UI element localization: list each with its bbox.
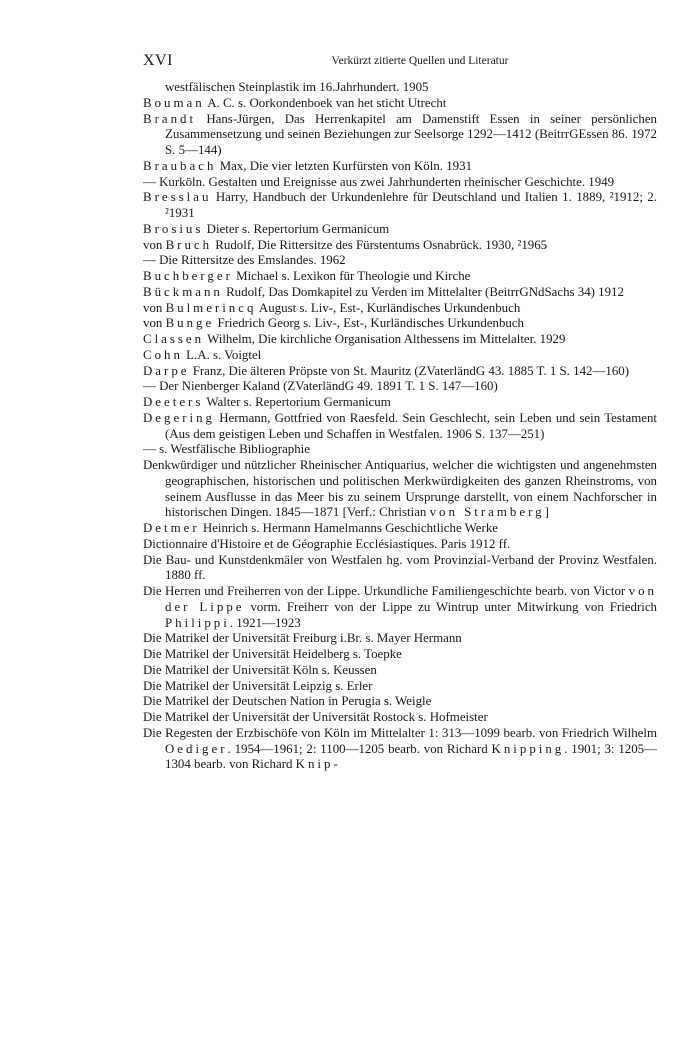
entry-text: — Kurköln. Gestalten und Ereignisse aus zwei Jahrhunderten rheinischer Geschichte. 1949 bbox=[143, 174, 615, 189]
bibliography-entry bbox=[143, 332, 657, 348]
entry-text: vorm. Freiherr von der Lippe zu Wintrup unter Mitwirkung von Friedrich bbox=[244, 599, 657, 614]
bibliography-entry bbox=[143, 364, 657, 380]
entry-text: Rudolf, Das Domkapitel zu Verden im Mittelalter (BeitrrGNdSachs 34) 1912 bbox=[222, 284, 624, 299]
entry-text: Hans-Jürgen, Das Herrenkapitel am Damenstift Essen in seiner persönlichen Zusammensetzung und seinen Beziehungen zur Seelsorge 1292—1412 (BeitrrGEssen 86. 1972 S. 5—144) bbox=[165, 111, 657, 157]
entry-text: . 1901; 3: 1205—1304 bearb. von Richard bbox=[165, 741, 658, 772]
entry-prefix: von bbox=[143, 316, 166, 331]
entry-author: Knip- bbox=[295, 757, 341, 772]
entry-author: Oediger bbox=[165, 741, 228, 756]
entry-author: von der Lippe bbox=[165, 584, 657, 614]
bibliography-entry bbox=[143, 395, 657, 411]
entry-text: — Die Rittersitze des Emslandes. 1962 bbox=[143, 253, 346, 268]
entry-author: Braubach bbox=[143, 158, 217, 173]
entry-text: Heinrich s. Hermann Hamelmanns Geschichtliche Werke bbox=[199, 521, 498, 535]
entry-text: . 1954—1961; 2: 1100—1205 bearb. von Richard bbox=[227, 741, 492, 756]
entry-author: Classen bbox=[143, 332, 205, 346]
page-number: XVI bbox=[143, 52, 173, 69]
entry-author: Knipping bbox=[491, 741, 565, 756]
entry-text: — s. Westfälische Bibliographie bbox=[143, 442, 310, 457]
entry-text: . 1921—1923 bbox=[229, 615, 301, 630]
entry-text: Max, Die vier letzten Kurfürsten von Köln. 1931 bbox=[216, 158, 473, 173]
bibliography-entry bbox=[143, 537, 657, 553]
bibliography-entry bbox=[143, 458, 657, 521]
bibliography-entry bbox=[143, 694, 657, 710]
entry-prefix: von bbox=[143, 300, 166, 315]
entry-author: von Stramberg bbox=[429, 505, 545, 520]
bibliography-entry bbox=[143, 521, 657, 537]
bibliography-entry bbox=[143, 411, 657, 443]
entry-author: Cohn bbox=[143, 347, 183, 362]
entry-text: Die Matrikel der Universität Freiburg i.Br. s. Mayer Hermann bbox=[143, 631, 462, 646]
bibliography-entry bbox=[143, 112, 657, 159]
bibliography-entry bbox=[143, 316, 657, 332]
entry-text: westfälischen Steinplastik im 16.Jahrhundert. 1905 bbox=[165, 80, 429, 94]
bibliography-entry bbox=[143, 379, 657, 395]
bibliography-entry bbox=[143, 222, 657, 238]
bibliography-entry bbox=[143, 584, 657, 631]
bibliography-entry bbox=[143, 238, 657, 254]
entry-text: Walter s. Repertorium Germanicum bbox=[203, 395, 391, 409]
running-head: Verkürzt zitierte Quellen und Literatur bbox=[331, 55, 509, 67]
bibliography-list bbox=[143, 80, 657, 773]
entry-text: Die Matrikel der Universität der Universität Rostock s. Hofmeister bbox=[143, 710, 488, 724]
bibliography-entry bbox=[143, 96, 657, 112]
entry-author: Bulmerincq bbox=[165, 300, 257, 315]
document-page bbox=[143, 52, 657, 773]
entry-author: Brosius bbox=[143, 221, 204, 236]
bibliography-entry bbox=[143, 301, 657, 317]
entry-text: Hermann, Gottfried von Raesfeld. Sein Geschlecht, sein Leben und sein Testament (Aus dem geistigen Leben und Schaffen in Westfalen. 1906 S. 137—251) bbox=[165, 410, 657, 441]
entry-text: Die Matrikel der Universität Heidelberg s. Toepke bbox=[143, 647, 402, 661]
entry-text: — Der Nienberger Kaland (ZVaterländG 49. 1891 T. 1 S. 147—160) bbox=[143, 379, 498, 394]
entry-author: Degering bbox=[143, 410, 215, 425]
entry-author: Bouman bbox=[143, 95, 205, 110]
entry-author: Brandt bbox=[143, 111, 197, 126]
bibliography-entry bbox=[143, 710, 657, 726]
entry-text: Die Regesten der Erzbischöfe von Köln im Mittelalter 1: 313—1099 bearb. von Friedrich Wilhelm bbox=[143, 725, 657, 740]
entry-text: A. C. s. Oorkondenboek van het sticht Utrecht bbox=[204, 95, 447, 110]
entry-text: Die Matrikel der Deutschen Nation in Perugia s. Weigle bbox=[143, 694, 432, 709]
entry-text: ] bbox=[544, 505, 549, 520]
bibliography-entry bbox=[143, 269, 657, 285]
entry-text: Michael s. Lexikon für Theologie und Kirche bbox=[232, 269, 471, 283]
bibliography-entry bbox=[143, 348, 657, 364]
bibliography-entry bbox=[143, 253, 657, 269]
entry-text: Franz, Die älteren Pröpste von St. Mauritz (ZVaterländG 43. 1885 T. 1 S. 142—160) bbox=[189, 363, 630, 378]
bibliography-entry bbox=[143, 663, 657, 679]
entry-author: Buchberger bbox=[143, 269, 233, 283]
entry-text: Wilhelm, Die kirchliche Organisation Althessens im Mittelalter. 1929 bbox=[204, 332, 566, 346]
entry-text: Friedrich Georg s. Liv-, Est-, Kurländisches Urkundenbuch bbox=[214, 316, 525, 331]
entry-prefix: von bbox=[143, 237, 166, 252]
entry-text: Die Bau- und Kunstdenkmäler von Westfalen hg. vom Provinzial-Verband der Provinz Westfalen. 1880 ff. bbox=[143, 552, 657, 583]
entry-text: Dieter s. Repertorium Germanicum bbox=[203, 221, 390, 236]
entry-text: L.A. s. Voigtel bbox=[182, 347, 262, 362]
entry-author: Darpe bbox=[143, 363, 190, 378]
entry-author: Philippi bbox=[165, 615, 230, 630]
entry-text: Die Herren und Freiherren von der Lippe. Urkundliche Familiengeschichte bearb. von Victor bbox=[143, 584, 629, 598]
entry-author: Deeters bbox=[143, 395, 204, 409]
entry-text: Die Matrikel der Universität Köln s. Keussen bbox=[143, 662, 377, 677]
bibliography-entry bbox=[143, 175, 657, 191]
entry-author: Bunge bbox=[165, 316, 215, 331]
bibliography-entry bbox=[143, 285, 657, 301]
bibliography-entry bbox=[143, 80, 657, 96]
bibliography-entry bbox=[143, 631, 657, 647]
bibliography-entry bbox=[143, 159, 657, 175]
bibliography-entry bbox=[143, 726, 657, 773]
bibliography-entry bbox=[143, 679, 657, 695]
entry-text: August s. Liv-, Est-, Kurländisches Urkundenbuch bbox=[256, 300, 521, 315]
bibliography-entry bbox=[143, 553, 657, 585]
bibliography-entry bbox=[143, 190, 657, 222]
entry-author: Detmer bbox=[143, 521, 200, 535]
entry-text: Dictionnaire d'Histoire et de Géographie Ecclésiastiques. Paris 1912 ff. bbox=[143, 536, 511, 551]
entry-author: Bresslau bbox=[143, 190, 212, 205]
page-header bbox=[143, 52, 657, 78]
entry-text: Denkwürdiger und nützlicher Rheinischer Antiquarius, welcher die wichtigsten und angenehmsten geographischen, historischen und politischen Merkwürdigkeiten des ganzen Rheinstroms, von seinem Ausflusse in das Meer bis zu seinem Ursprunge darstellt, von einem Nachforscher in historischen Dingen. 1845—1871 [Verf.: Christian bbox=[143, 458, 657, 520]
entry-author: Bückmann bbox=[143, 284, 223, 299]
bibliography-entry bbox=[143, 647, 657, 663]
entry-text: Harry, Handbuch der Urkundenlehre für Deutschland und Italien 1. 1889, ²1912; 2. ²1931 bbox=[165, 190, 657, 220]
entry-text: Rudolf, Die Rittersitze des Fürstentums Osnabrück. 1930, ²1965 bbox=[212, 237, 548, 252]
entry-text: Die Matrikel der Universität Leipzig s. Erler bbox=[143, 678, 373, 693]
entry-author: Bruch bbox=[165, 237, 213, 252]
bibliography-entry bbox=[143, 442, 657, 458]
